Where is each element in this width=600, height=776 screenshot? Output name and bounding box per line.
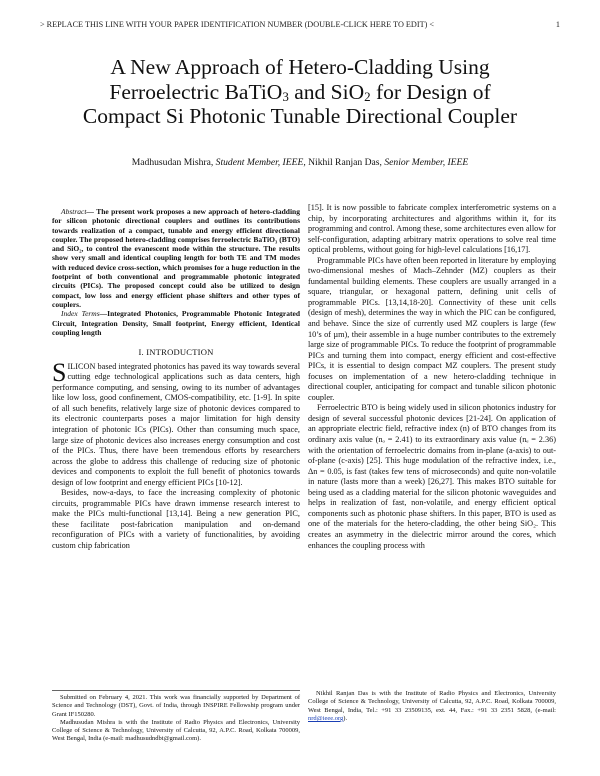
footnote-author-2: Nikhil Ranjan Das is with the Institute of Radio Physics and Electronics, University College of Science & Technology, University of Calcutta, 92, A.P.C. Road, Kolkata 700009, West Bengal, India, Tel.: +91 33 23509135, ext. 44, Fax.: +91 33 2351 5828, (e-mail: nrd@ieee.org).: [308, 690, 556, 722]
section-heading-introduction: I. INTRODUCTION: [138, 347, 214, 358]
footnote-right: [308, 690, 556, 723]
right-paragraph-1: [15]. It is now possible to fabricate complex interferometric systems on a chip, by incorporating architectures and algorithms within it, for its programming and control. Among these, some architectures even allow for self-configuration, adapting arbitrary matrix operations to solve real time optical problems, without going for high-level calculations [16,17].: [308, 203, 556, 255]
drop-cap: S: [52, 357, 67, 387]
email-link[interactable]: nrd@ieee.org: [308, 714, 344, 722]
title-line-1: A New Approach of Hetero-Cladding Using: [110, 55, 490, 79]
right-paragraph-2: Programmable PICs have often been reported in literature by employing two-dimensional meshes of Mach–Zehnder (MZ) couplers as their fundamental building elements. These couplers are usually arranged in a square, triangular, or hexagonal pattern, defining unit cells of programmable PICs. [13,14,18-20]. Connectivity of these unit cells (design of mesh), determines the way in which the PIC can be configured, and behave. Since the size of currently used MZ couplers is large (few 10’s of µm), their assemble in a huge number contributes to the extremely large size of programmable PICs. To reduce the footprint of programmable PICs and turning them into compact, energy efficient and cost-effective PICs, it is essential to design compact MZ couplers. The present study focuses on implementation of a new hetero-cladding technique in directional coupler, anticipating for compact and tunable silicon photonic coupler.: [308, 255, 556, 402]
abstract: Abstract— The present work proposes a new approach of hetero-cladding for silicon photonic directional couplers and outlines its contributions towards realization of a compact, tunable and energy efficient directional coupler. The proposed hetero-cladding comprises ferroelectric BaTiO₃ (BTO) and SiO₂, to control the evanescent mode within the structure. The results show very small and identical coupling length for both TE and TM modes with reduced device cross-section, which promises for a huge reduction in the footprint of both conventional and programmable photonic integrated circuits (PICs). The proposed concept could also be utilized to design compact, low loss and energy efficient phase shifters and other types of couplers.: [52, 207, 300, 309]
footnote-left: [52, 690, 300, 744]
intro-paragraph-2: Besides, now-a-days, to face the increasing complexity of photonic circuits, programmable PICs have drawn immense research interest to make the PICs multi-functional [13,14]. Being a new generation PIC, these facilitate post-fabrication manipulation and on-demand reconfiguration of PICs with a variety of functionalities, by avoiding custom chip fabrication: [52, 488, 300, 550]
author-name-2: , Nikhil Ranjan Das,: [303, 157, 385, 168]
header-note[interactable]: > REPLACE THIS LINE WITH YOUR PAPER IDENTIFICATION NUMBER (DOUBLE-CLICK HERE TO EDIT) <: [40, 20, 434, 29]
right-column: [308, 203, 556, 551]
intro-paragraph-1: SILICON based integrated photonics has paved its way towards several cutting edge technological applications such as data centers, high performance computing, and sensing, owing to its number of advantages like low loss, good confinement, CMOS-compatibility, etc. [1-9]. In spite of all such benefits, relatively large size of photonic devices compared to its electronic counterparts poses a major limitation for high density integration of photonic ICs (PICs). Other than consuming much space, large size of photonic devices also increases energy consumption and cost of the PICs. Thus, there have been tremendous efforts by researchers across the globe to address this challenge of reducing size of photonic devices and components to exploit the full benefit of photonics towards design of low footprint and energy efficient PICs [10-12].: [52, 357, 300, 487]
paper-title: [40, 55, 560, 129]
author-name-1: Madhusudan Mishra,: [131, 157, 216, 168]
footnote-submission: Submitted on February 4, 2021. This work was financially supported by Department of Science and Technology (DST), Govt. of India, through INSPIRE Fellowship program under Grant IF150280.: [52, 694, 300, 718]
title-line-2: Ferroelectric BaTiO$_3$ and SiO$_2$ for Design of: [109, 79, 491, 104]
index-terms: Index Terms—Integrated Photonics, Programmable Photonic Integrated Circuit, Integration Density, Small footprint, Energy efficient, Identical coupling length: [52, 309, 300, 337]
author-role-1: Student Member, IEEE: [215, 157, 304, 168]
footnote-author-1: Madhusudan Mishra is with the Institute of Radio Physics and Electronics, University College of Science & Technology, University of Calcutta, 92, A.P.C. Road, Kolkata 700009, West Bengal, India (e-mail: madhusudndbt@gmail.com).: [52, 718, 300, 743]
author-line: [40, 157, 560, 168]
author-role-2: Senior Member, IEEE: [384, 157, 469, 168]
page-number: 1: [555, 20, 560, 29]
title-line-3: Compact Si Photonic Tunable Directional Coupler: [82, 104, 518, 128]
right-paragraph-3: Ferroelectric BTO is being widely used in silicon photonics industry for design of several successful photonic devices [21-24]. On application of an appropriate electric field, refractive index (n) of BTO changes from its ordinary axis value (nₒ = 2.41) to its extraordinary axis value (nₑ = 2.36) with the orientation of ferroelectric domains from in-plane (a-axis) to out-of-plane (c-axis) [25]. This huge modulation of the refractive index, i.e., Δn = 0.05, is fast (takes few tens of microseconds) and quite non-volatile in nature (lasts more than a week) [26,27]. This makes BTO suitable for being used as a cladding material for the silicon photonic waveguides and helps in realization of fast, non-volatile, and energy efficient optical components such as photonic phase shifters. In this paper, BTO is used as one of the materials for the hetero-cladding, the other being SiO₂. This creates an asymmetry in the dielectric mirror around the cores, which enhances the coupling process with: [308, 403, 556, 550]
left-column: [52, 207, 300, 552]
